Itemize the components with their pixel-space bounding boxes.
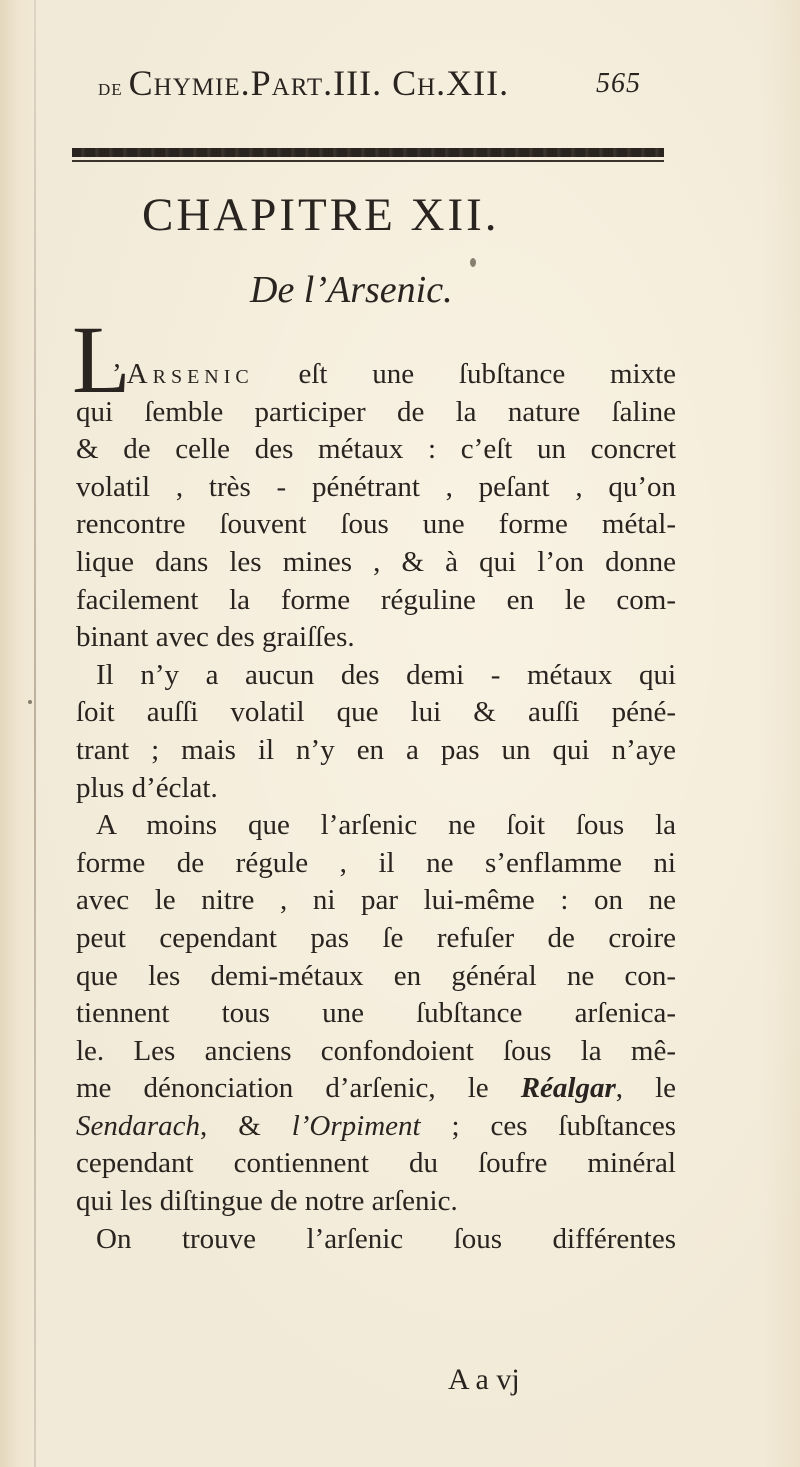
line-mid: , &: [200, 1109, 292, 1142]
page-number: 565: [596, 68, 641, 99]
line-text: me dénonciation d’arſenic, le: [76, 1072, 521, 1105]
text-line: tiennent tous une ſubſtance arſenica-: [76, 997, 676, 1030]
italic-term-orpiment: l’Orpiment: [291, 1109, 421, 1142]
text-line: qui ſemble participer de la nature ſaline: [76, 395, 676, 428]
text-line: ſoit auſſi volatil que lui & auſſi péné-: [76, 696, 676, 729]
header-prefix: de: [98, 75, 123, 101]
text-line: le. Les anciens confondoient ſous la mê-: [76, 1034, 676, 1067]
text-line: lique dans les mines , & à qui l’on donne: [76, 545, 676, 578]
ink-speck: [28, 700, 32, 704]
small-caps-lead: ’Arsenic: [112, 358, 254, 390]
text-line: forme de régule , il ne s’enflamme ni: [76, 846, 676, 879]
line-tail: , le: [615, 1072, 676, 1105]
header-ornament-rule: [72, 148, 664, 157]
chapter-subtitle: De l’Arsenic.: [250, 269, 453, 311]
text-line: plus d’éclat.: [76, 771, 218, 804]
line-text: eſt une ſubſtance mixte: [253, 358, 676, 390]
text-line: [76, 356, 676, 394]
text-line: volatil , très - pénétrant , peſant , qu’on: [76, 470, 676, 503]
body-text: [76, 356, 676, 1258]
text-line: & de celle des métaux : c’eſt un concret: [76, 433, 676, 466]
italic-term-sendarach: Sendarach: [76, 1109, 201, 1142]
chapter-title: CHAPITRE XII.: [142, 189, 500, 241]
ink-speck: [470, 258, 476, 267]
drop-cap: L: [72, 306, 131, 413]
text-line: facilement la forme réguline en le com-: [76, 583, 676, 616]
text-line: Il n’y a aucun des demi - métaux qui: [96, 658, 676, 691]
text-line: que les demi-métaux en général ne con-: [76, 959, 676, 992]
text-line: trant ; mais il n’y en a pas un qui n’aye: [76, 733, 676, 766]
binding-gutter: [34, 0, 36, 1467]
signature-mark: A a vj: [448, 1363, 520, 1396]
text-line: avec le nitre , ni par lui-même : on ne: [76, 884, 676, 917]
text-line: cependant contiennent du ſoufre minéral: [76, 1147, 676, 1180]
running-header: [98, 62, 698, 104]
text-line: A moins que l’arſenic ne ſoit ſous la: [96, 809, 676, 842]
text-line: [76, 1070, 676, 1108]
italic-term-realgar: Réalgar: [520, 1072, 616, 1105]
text-line: rencontre ſouvent ſous une forme métal-: [76, 508, 676, 541]
header-thin-rule: [72, 160, 664, 162]
line-tail: ; ces ſubſtances: [420, 1109, 676, 1142]
text-line: On trouve l’arſenic ſous différentes: [96, 1222, 676, 1255]
text-line: binant avec des graiſſes.: [76, 621, 355, 654]
text-line: [76, 1108, 676, 1146]
text-line: qui les diſtingue de notre arſenic.: [76, 1185, 458, 1218]
header-title: Chymie.Part.III. Ch.XII.: [128, 63, 510, 103]
text-line: peut cependant pas ſe refuſer de croire: [76, 921, 676, 954]
